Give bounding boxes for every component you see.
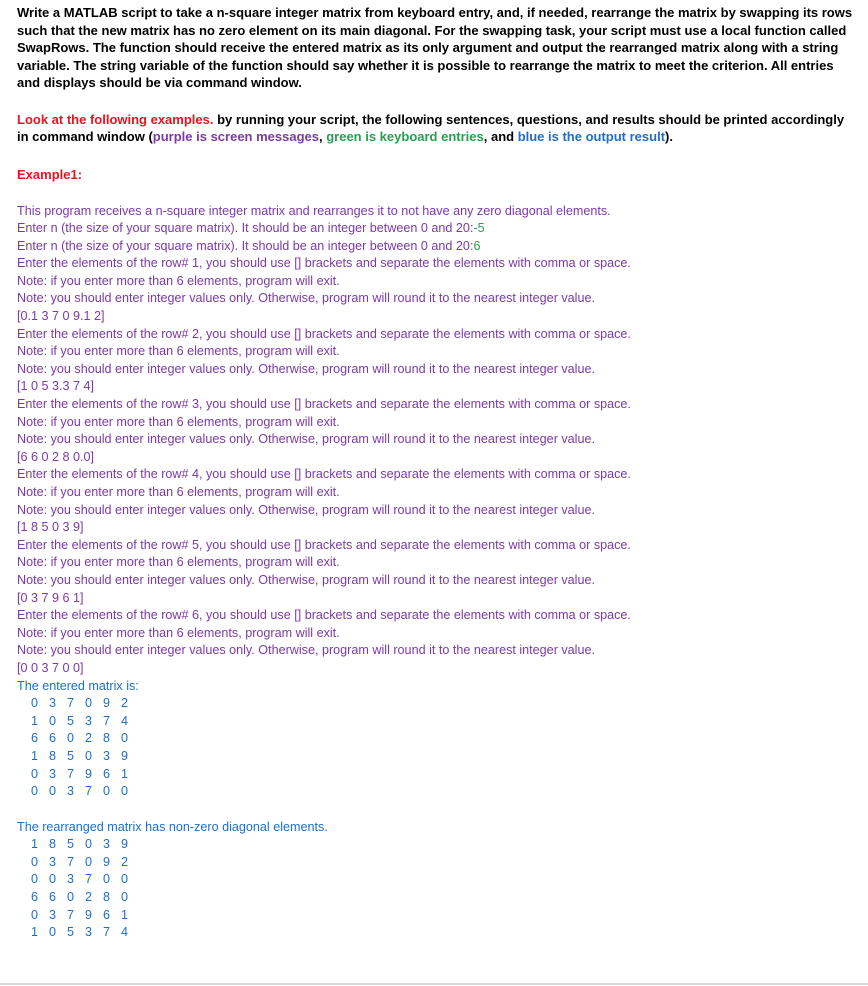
note-exit-line: Note: if you enter more than 6 elements, program will exit. bbox=[17, 414, 340, 429]
matrix-cell: 2 bbox=[121, 696, 129, 711]
matrix-cell: 5 bbox=[67, 713, 75, 728]
matrix-row bbox=[17, 783, 857, 801]
program-intro-line: This program receives a n-square integer matrix and rearranges it to not have any zero diagonal elements. bbox=[17, 203, 611, 218]
matrix-cell: 1 bbox=[121, 766, 129, 781]
matrix-cell: 0 bbox=[31, 872, 39, 887]
assignment-description bbox=[17, 0, 857, 92]
matrix-cell: 0 bbox=[103, 784, 111, 799]
row-prompt-line: Enter the elements of the row# 5, you should use [] brackets and separate the elements with comma or space. bbox=[17, 537, 631, 552]
matrix-cell: 0 bbox=[121, 731, 129, 746]
matrix-cell: 1 bbox=[31, 925, 39, 940]
matrix-cell: 9 bbox=[121, 748, 129, 763]
row-entry-line: [0 0 3 7 0 0] bbox=[17, 660, 84, 675]
matrix-cell: 7 bbox=[67, 907, 75, 922]
note-integer-line: Note: you should enter integer values only. Otherwise, program will round it to the nearest integer value. bbox=[17, 432, 595, 447]
row-entry-blocks bbox=[17, 255, 857, 677]
document-page bbox=[17, 0, 857, 942]
matrix-cell: 7 bbox=[67, 696, 75, 711]
matrix-cell: 7 bbox=[67, 854, 75, 869]
matrix-cell: 0 bbox=[31, 907, 39, 922]
legend-purple: purple is screen messages bbox=[152, 129, 319, 144]
matrix-cell: 0 bbox=[121, 890, 129, 905]
note-exit-line: Note: if you enter more than 6 elements, program will exit. bbox=[17, 555, 340, 570]
matrix-cell: 0 bbox=[31, 766, 39, 781]
matrix-cell: 7 bbox=[67, 766, 75, 781]
rearranged-matrix bbox=[17, 836, 857, 942]
matrix-cell: 6 bbox=[49, 890, 57, 905]
matrix-cell: 1 bbox=[31, 713, 39, 728]
matrix-cell: 0 bbox=[121, 784, 129, 799]
entered-matrix bbox=[17, 695, 857, 801]
matrix-cell: 1 bbox=[31, 748, 39, 763]
legend-sep-1: , bbox=[318, 129, 327, 144]
matrix-cell: 1 bbox=[31, 837, 39, 852]
matrix-cell: 8 bbox=[103, 731, 111, 746]
matrix-row bbox=[17, 766, 857, 784]
matrix-cell: 2 bbox=[85, 890, 93, 905]
matrix-cell: 0 bbox=[85, 696, 93, 711]
matrix-cell: 9 bbox=[85, 766, 93, 781]
matrix-cell: 4 bbox=[121, 925, 129, 940]
examples-lead: Look at the following examples. bbox=[17, 111, 214, 127]
matrix-cell: 5 bbox=[67, 748, 75, 763]
matrix-row bbox=[17, 854, 857, 872]
intro-text-2: . The function should receive the entered matrix as its only argument and output the rearranged matrix along with a string variable. The string variable of the function should say whether it is possible to rearrange the matrix to meet the criterion. All entries and displays should be via command window. bbox=[17, 40, 839, 90]
note-integer-line: Note: you should enter integer values only. Otherwise, program will round it to the nearest integer value. bbox=[17, 502, 595, 517]
note-integer-line: Note: you should enter integer values only. Otherwise, program will round it to the nearest integer value. bbox=[17, 361, 595, 376]
row-prompt-line: Enter the elements of the row# 2, you should use [] brackets and separate the elements with comma or space. bbox=[17, 326, 631, 341]
examples-mid: by running your script, the following sentences, questions, and results should be printed accordingly in command window ( bbox=[17, 111, 845, 144]
matrix-cell: 4 bbox=[121, 713, 129, 728]
legend-blue: blue is the output result bbox=[517, 129, 666, 144]
legend-end: ). bbox=[665, 129, 673, 144]
matrix-cell: 6 bbox=[49, 731, 57, 746]
matrix-cell: 7 bbox=[103, 925, 111, 940]
matrix-cell: 6 bbox=[31, 731, 39, 746]
note-integer-line: Note: you should enter integer values only. Otherwise, program will round it to the nearest integer value. bbox=[17, 572, 595, 587]
page-bottom-divider bbox=[0, 983, 868, 985]
matrix-cell: 0 bbox=[121, 872, 129, 887]
row-prompt-line: Enter the elements of the row# 6, you should use [] brackets and separate the elements with comma or space. bbox=[17, 608, 631, 623]
matrix-cell: 0 bbox=[85, 748, 93, 763]
note-integer-line: Note: you should enter integer values only. Otherwise, program will round it to the nearest integer value. bbox=[17, 291, 595, 306]
matrix-cell: 3 bbox=[49, 854, 57, 869]
matrix-cell: 9 bbox=[103, 854, 111, 869]
matrix-cell: 0 bbox=[49, 713, 57, 728]
matrix-cell: 3 bbox=[67, 784, 75, 799]
row-prompt-line: Enter the elements of the row# 1, you should use [] brackets and separate the elements with comma or space. bbox=[17, 256, 631, 271]
matrix-cell: 3 bbox=[85, 713, 93, 728]
row-entry-line: [6 6 0 2 8 0.0] bbox=[17, 449, 95, 464]
matrix-cell: 9 bbox=[103, 696, 111, 711]
matrix-row bbox=[17, 836, 857, 854]
n-prompt-line bbox=[17, 220, 857, 238]
matrix-cell: 8 bbox=[49, 837, 57, 852]
matrix-cell: 5 bbox=[67, 837, 75, 852]
row-prompt-line: Enter the elements of the row# 3, you should use [] brackets and separate the elements with comma or space. bbox=[17, 397, 631, 412]
note-exit-line: Note: if you enter more than 6 elements, program will exit. bbox=[17, 344, 340, 359]
matrix-cell: 8 bbox=[49, 748, 57, 763]
note-exit-line: Note: if you enter more than 6 elements, program will exit. bbox=[17, 625, 340, 640]
matrix-row bbox=[17, 907, 857, 925]
matrix-cell: 0 bbox=[49, 925, 57, 940]
matrix-row bbox=[17, 713, 857, 731]
matrix-cell: 3 bbox=[103, 837, 111, 852]
command-window-transcript bbox=[17, 203, 857, 942]
function-name: SwapRows bbox=[17, 40, 86, 55]
row-entry-line: [0 3 7 9 6 1] bbox=[17, 590, 84, 605]
example-title: Example1: bbox=[17, 166, 83, 182]
matrix-cell: 0 bbox=[85, 837, 93, 852]
matrix-cell: 1 bbox=[121, 907, 129, 922]
matrix-cell: 7 bbox=[85, 872, 93, 887]
matrix-cell: 2 bbox=[85, 731, 93, 746]
matrix-cell: 0 bbox=[31, 696, 39, 711]
matrix-cell: 0 bbox=[103, 872, 111, 887]
note-exit-line: Note: if you enter more than 6 elements, program will exit. bbox=[17, 485, 340, 499]
row-entry-line: [1 8 5 0 3 9] bbox=[17, 520, 84, 535]
matrix-cell: 0 bbox=[49, 784, 57, 799]
matrix-cell: 3 bbox=[49, 907, 57, 922]
matrix-cell: 9 bbox=[85, 907, 93, 922]
intro-text-1: Write a MATLAB script to take a n-square integer matrix from keyboard entry, and, if needed, rearrange the matrix by swapping its rows such that the new matrix has no zero element on its main diagonal. For the swapping task, your script must use a local function called bbox=[17, 5, 853, 38]
matrix-cell: 3 bbox=[49, 766, 57, 781]
matrix-cell: 0 bbox=[67, 890, 75, 905]
matrix-cell: 6 bbox=[103, 907, 111, 922]
matrix-row bbox=[17, 748, 857, 766]
row-prompt-line: Enter the elements of the row# 4, you should use [] brackets and separate the elements with comma or space. bbox=[17, 467, 631, 482]
entered-matrix-label: The entered matrix is: bbox=[17, 678, 139, 693]
legend-green: green is keyboard entries bbox=[326, 129, 484, 144]
matrix-cell: 2 bbox=[121, 854, 129, 869]
n-prompt-line bbox=[17, 238, 857, 256]
matrix-cell: 7 bbox=[103, 713, 111, 728]
matrix-row bbox=[17, 695, 857, 713]
n-entry-value: 6 bbox=[473, 238, 481, 253]
row-entry-line: [0.1 3 7 0 9.1 2] bbox=[17, 309, 105, 324]
matrix-cell: 0 bbox=[31, 854, 39, 869]
n-prompt-text: Enter n (the size of your square matrix). It should be an integer between 0 and 20: bbox=[17, 221, 474, 236]
n-prompt-text: Enter n (the size of your square matrix). It should be an integer between 0 and 20: bbox=[17, 238, 474, 253]
matrix-cell: 3 bbox=[67, 872, 75, 887]
examples-note bbox=[17, 111, 857, 146]
matrix-cell: 3 bbox=[103, 748, 111, 763]
matrix-cell: 0 bbox=[49, 872, 57, 887]
matrix-cell: 6 bbox=[103, 766, 111, 781]
matrix-cell: 0 bbox=[31, 784, 39, 799]
note-exit-line: Note: if you enter more than 6 elements, program will exit. bbox=[17, 273, 340, 288]
n-entry-value: -5 bbox=[473, 221, 485, 236]
matrix-cell: 8 bbox=[103, 890, 111, 905]
matrix-cell: 3 bbox=[49, 696, 57, 711]
note-integer-line: Note: you should enter integer values only. Otherwise, program will round it to the nearest integer value. bbox=[17, 643, 595, 658]
matrix-cell: 7 bbox=[85, 784, 93, 799]
matrix-cell: 9 bbox=[121, 837, 129, 852]
matrix-cell: 0 bbox=[67, 731, 75, 746]
legend-sep-2: , and bbox=[483, 129, 518, 144]
rearranged-matrix-label: The rearranged matrix has non-zero diagonal elements. bbox=[17, 819, 328, 834]
matrix-cell: 3 bbox=[85, 925, 93, 940]
matrix-cell: 6 bbox=[31, 890, 39, 905]
matrix-cell: 5 bbox=[67, 925, 75, 940]
matrix-row bbox=[17, 871, 857, 889]
matrix-row bbox=[17, 924, 857, 942]
row-entry-line: [1 0 5 3.3 7 4] bbox=[17, 379, 95, 394]
matrix-row bbox=[17, 730, 857, 748]
matrix-cell: 0 bbox=[85, 854, 93, 869]
matrix-row bbox=[17, 889, 857, 907]
